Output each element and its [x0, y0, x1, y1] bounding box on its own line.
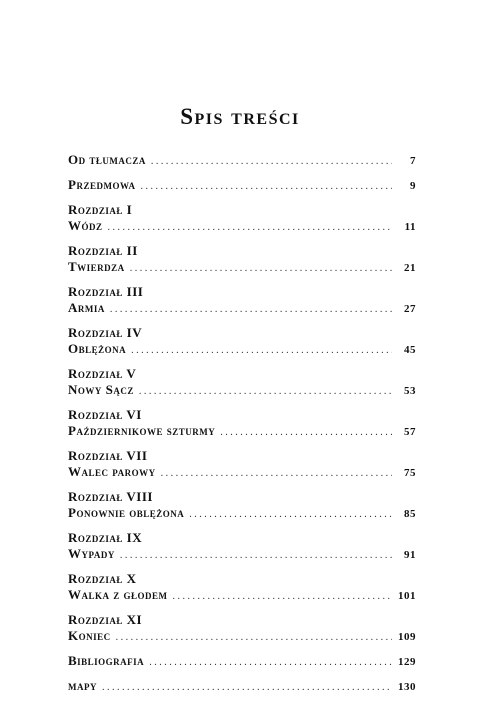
page-number: 85 [404, 508, 416, 520]
page-number: 130 [398, 681, 416, 693]
entry-title: mapy [68, 678, 97, 693]
page-number: 53 [404, 385, 416, 397]
chapter-label: Rozdział I [68, 202, 133, 217]
chapter-label: Rozdział IV [68, 325, 143, 340]
page-number: 7 [410, 155, 416, 167]
entry-title: Wódz [68, 218, 103, 233]
toc-entry-preface[interactable] [68, 177, 416, 193]
chapter-label: Rozdział X [68, 571, 137, 586]
toc-entry-chapter-1[interactable] [68, 202, 416, 234]
entry-title: Walka z głodem [68, 587, 168, 602]
toc-entry-chapter-5[interactable] [68, 366, 416, 398]
chapter-label: Rozdział VI [68, 407, 142, 422]
toc-entry-chapter-2[interactable] [68, 243, 416, 275]
entry-title: Wypady [68, 546, 115, 561]
dot-leader [220, 425, 392, 441]
dot-leader [149, 655, 392, 671]
toc-entry-chapter-10[interactable] [68, 571, 416, 603]
dot-leader [102, 680, 392, 696]
page-number: 9 [410, 180, 416, 192]
entry-title: Nowy Sącz [68, 382, 134, 397]
dot-leader [189, 507, 392, 523]
page-number: 21 [404, 262, 416, 274]
page-number: 27 [404, 303, 416, 315]
toc-entry-maps[interactable] [68, 678, 416, 694]
dot-leader [140, 179, 392, 195]
chapter-label: Rozdział III [68, 284, 144, 299]
chapter-label: Rozdział VII [68, 448, 148, 463]
toc-entry-chapter-4[interactable] [68, 325, 416, 357]
entry-title: Od tłumacza [68, 152, 146, 167]
page-number: 129 [398, 656, 416, 668]
dot-leader [173, 589, 392, 605]
chapter-label: Rozdział V [68, 366, 137, 381]
dot-leader [116, 630, 392, 646]
entry-title: Armia [68, 300, 105, 315]
toc-entry-chapter-7[interactable] [68, 448, 416, 480]
page-number: 11 [404, 221, 416, 233]
toc-entry-chapter-6[interactable] [68, 407, 416, 439]
dot-leader [108, 220, 392, 236]
entry-title: Twierdza [68, 259, 125, 274]
chapter-label: Rozdział II [68, 243, 138, 258]
entry-title: Bibliografia [68, 653, 145, 668]
page-number: 101 [398, 590, 416, 602]
dot-leader [161, 466, 392, 482]
table-of-contents [68, 152, 416, 703]
dot-leader [110, 302, 392, 318]
page-title: Spis treści [180, 104, 300, 129]
entry-title: Oblężona [68, 341, 127, 356]
toc-entry-chapter-9[interactable] [68, 530, 416, 562]
dot-leader [139, 384, 392, 400]
page-number: 91 [404, 549, 416, 561]
toc-entry-chapter-11[interactable] [68, 612, 416, 644]
page-number: 57 [404, 426, 416, 438]
dot-leader [120, 548, 392, 564]
page-number: 45 [404, 344, 416, 356]
toc-entry-chapter-3[interactable] [68, 284, 416, 316]
chapter-label: Rozdział IX [68, 530, 143, 545]
entry-title: Walec parowy [68, 464, 156, 479]
entry-title: Październikowe szturmy [68, 423, 216, 438]
dot-leader [130, 261, 392, 277]
toc-entry-bibliography[interactable] [68, 653, 416, 669]
chapter-label: Rozdział VIII [68, 489, 153, 504]
page-number: 109 [398, 631, 416, 643]
page-number: 75 [404, 467, 416, 479]
toc-entry-translator-note[interactable] [68, 152, 416, 168]
dot-leader [151, 154, 392, 170]
chapter-label: Rozdział XI [68, 612, 143, 627]
entry-title: Przedmowa [68, 177, 136, 192]
entry-title: Ponownie oblężona [68, 505, 185, 520]
dot-leader [131, 343, 392, 359]
entry-title: Koniec [68, 628, 111, 643]
toc-entry-chapter-8[interactable] [68, 489, 416, 521]
